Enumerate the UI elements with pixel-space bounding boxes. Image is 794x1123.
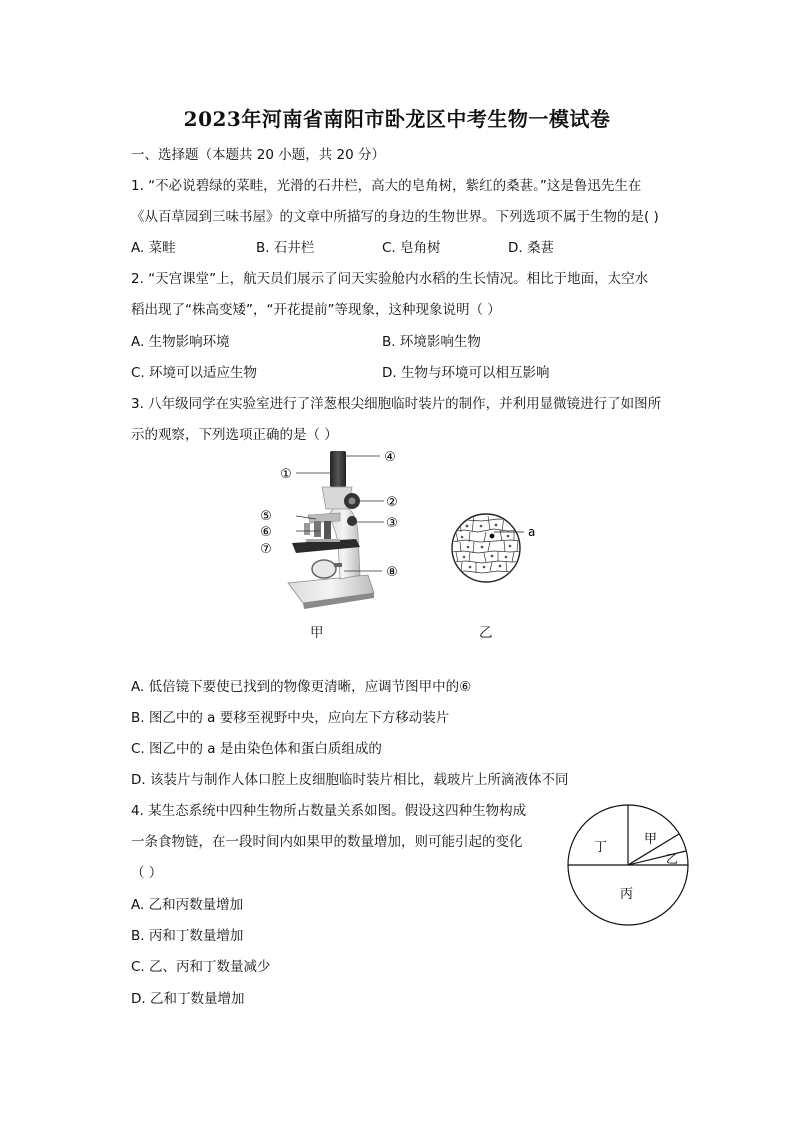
section-heading: 一、选择题（本题共 20 小题，共 20 分） [131, 147, 386, 163]
caption-jia: 甲 [310, 625, 324, 641]
pie-label-bing: 丙 [620, 887, 634, 902]
q1-stem-line-2: 《从百草园到三味书屋》的文章中所描写的身边的生物世界。下列选项不属于生物的是( ) [131, 209, 659, 225]
q1-option-b: B. 石井栏 [256, 240, 315, 256]
label-6: ⑥ [260, 525, 272, 540]
q1-option-c: C. 皂角树 [382, 240, 441, 256]
q4-option-c: C. 乙、丙和丁数量减少 [131, 959, 271, 975]
label-1: ① [280, 467, 292, 482]
q2-option-d: D. 生物与环境可以相互影响 [382, 365, 550, 381]
q2-option-a: A. 生物影响环境 [131, 334, 230, 350]
q4-stem-line-1: 4. 某生态系统中四种生物所占数量关系如图。假设这四种生物构成 [131, 803, 527, 819]
exam-title: 2023年河南省南阳市卧龙区中考生物一模试卷 [183, 107, 611, 131]
label-7: ⑦ [260, 542, 272, 557]
pie-label-ding: 丁 [594, 840, 608, 855]
q3-option-c: C. 图乙中的 a 是由染色体和蛋白质组成的 [131, 741, 382, 757]
label-2: ② [386, 495, 398, 510]
q3-stem-line-2: 示的观察，下列选项正确的是（ ） [131, 427, 338, 443]
label-3: ③ [386, 516, 398, 531]
q3-option-d: D. 该装片与制作人体口腔上皮细胞临时装片相比，载玻片上所滴液体不同 [131, 772, 569, 788]
population-pie-diagram [566, 801, 692, 929]
q1-option-d: D. 桑葚 [508, 240, 554, 256]
q1-stem-line-1: 1. “不必说碧绿的菜畦，光滑的石井栏，高大的皂角树，紫红的桑葚。”这是鲁迅先生在 [131, 178, 642, 194]
q2-option-c: C. 环境可以适应生物 [131, 365, 258, 381]
label-5: ⑤ [260, 509, 272, 524]
cell-label-a: a [528, 525, 536, 539]
label-4: ④ [384, 450, 396, 465]
q4-stem-line-3: （ ） [131, 865, 163, 881]
q4-option-b: B. 丙和丁数量增加 [131, 928, 244, 944]
q4-option-a: A. 乙和丙数量增加 [131, 897, 244, 913]
q4-stem-line-2: 一条食物链，在一段时间内如果甲的数量增加，则可能引起的变化 [131, 834, 523, 850]
q3-stem-line-1: 3. 八年级同学在实验室进行了洋葱根尖细胞临时装片的制作，并利用显微镜进行了如图所 [131, 396, 662, 412]
q2-stem-line-1: 2. “天宫课堂”上，航天员们展示了问天实验舱内水稻的生长情况。相比于地面，太空水 [131, 271, 649, 287]
q3-option-a: A. 低倍镜下要使已找到的物像更清晰，应调节图甲中的⑥ [131, 679, 472, 695]
q2-stem-line-2: 稻出现了“株高变矮”，“开花提前”等现象，这种现象说明（ ） [131, 302, 501, 318]
caption-yi: 乙 [479, 625, 493, 641]
pie-label-jia: 甲 [644, 832, 658, 847]
q3-option-b: B. 图乙中的 a 要移至视野中央，应向左下方移动装片 [131, 710, 450, 726]
q1-option-a: A. 菜畦 [131, 240, 176, 256]
cell-view-diagram [448, 510, 538, 586]
q2-option-b: B. 环境影响生物 [382, 334, 481, 350]
label-8: ⑧ [386, 565, 398, 580]
q4-option-d: D. 乙和丁数量增加 [131, 991, 245, 1007]
microscope-diagram [248, 443, 418, 615]
pie-label-yi: 乙 [666, 852, 679, 866]
